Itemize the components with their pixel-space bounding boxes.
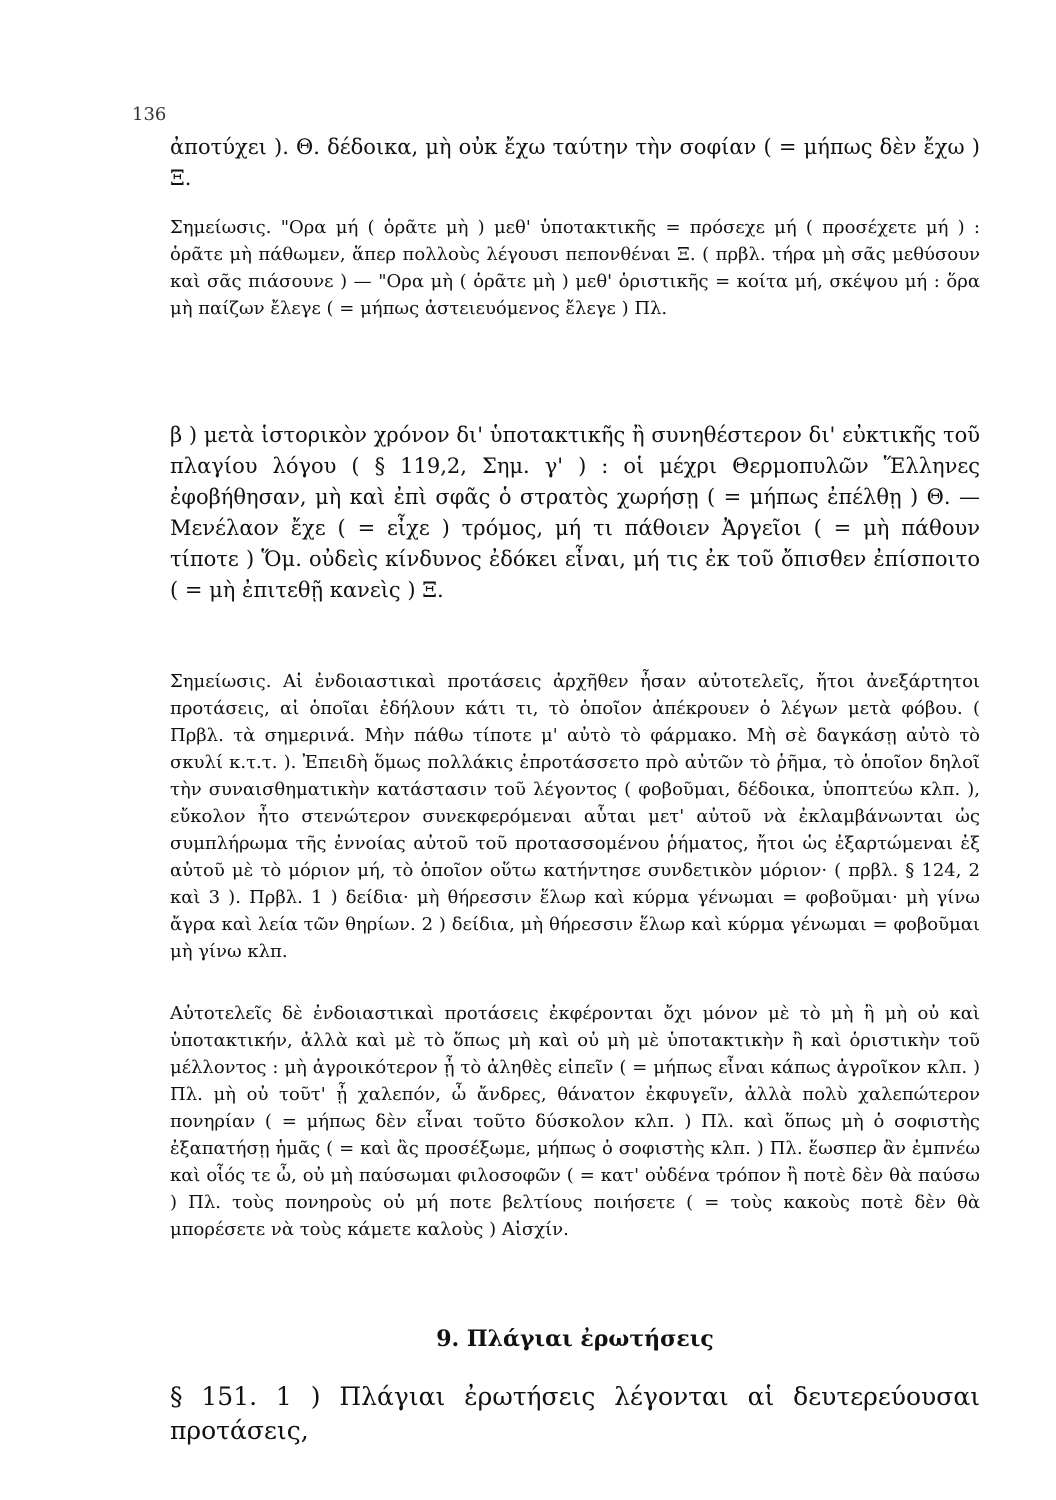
page-number: 136 bbox=[132, 104, 167, 125]
paragraph-2-note: Σημείωσις. "Ορα μή ( ὁρᾶτε μὴ ) μεθ' ὑποτακτικῆς = πρόσεχε μή ( προσέχετε μή ) : ὁρᾶτε μὴ πάθωμεν, ἅπερ πολλοὺς λέγουσι πεπονθέναι Ξ. ( πρβλ. τήρα μὴ σᾶς μεθύσουν καὶ σᾶς πιάσουνε ) — "Ορα μὴ ( ὁρᾶτε μὴ ) μεθ' ὁριστικῆς = κοίτα μή, σκέψου μή : ὅρα μὴ παίζων ἔλεγε ( = μήπως ἀστειευόμενος ἔλεγε ) Πλ. bbox=[170, 217, 980, 319]
paragraph-3: β ) μετὰ ἱστορικὸν χρόνον δι' ὑποτακτικῆς ἢ συνηθέστερον δι' εὐκτικῆς τοῦ πλαγίου λόγου ( § 119,2, Σημ. γ' ) : οἱ μέχρι Θερμοπυλῶν Ἕλληνες ἐφοβήθησαν, μὴ καὶ ἐπὶ σφᾶς ὁ στρατὸς χωρήσῃ ( = μήπως ἐπέλθῃ ) Θ. — Μενέλαον ἔχε ( = εἶχε ) τρόμος, μή τι πάθοιεν Ἀργεῖοι ( = μὴ πάθουν τίποτε ) Ὅμ. οὐδεὶς κίνδυνος ἐδόκει εἶναι, μή τις ἐκ τοῦ ὄπισθεν ἐπίσποιτο ( = μὴ ἐπιτεθῇ κανεὶς ) Ξ. bbox=[170, 423, 980, 602]
section-heading: 9. Πλάγιαι ἐρωτήσεις bbox=[436, 1326, 714, 1352]
paragraph-6: § 151. 1 ) Πλάγιαι ἐρωτήσεις λέγονται αἱ δευτερεύουσαι προτάσεις, bbox=[170, 1382, 980, 1445]
paragraph-4-note: Σημείωσις. Αἱ ἐνδοιαστικαὶ προτάσεις ἀρχῆθεν ἦσαν αὐτοτελεῖς, ἤτοι ἀνεξάρτητοι προτάσεις, αἱ ὁποῖαι ἐδήλουν κάτι τι, τὸ ὁποῖον ἀπέκρουεν ὁ λέγων μετὰ φόβου. ( Πρβλ. τὰ σημερινά. Μὴν πάθω τίποτε μ' αὐτὸ τὸ φάρμακο. Μὴ σὲ δαγκάσῃ αὐτὸ τὸ σκυλί κ.τ.τ. ). Ἐπειδὴ ὅμως πολλάκις ἐπροτάσσετο πρὸ αὐτῶν τὸ ῥῆμα, τὸ ὁποῖον δηλοῖ τὴν συναισθηματικὴν κατάστασιν τοῦ λέγοντος ( φοβοῦμαι, δέδοικα, ὑποπτεύω κλπ. ), εὔκολον ἦτο στενώτερον συνεκφερόμεναι αὗται μετ' αὐτοῦ νὰ ἐκλαμβάνωνται ὡς συμπλήρωμα τῆς ἐννοίας αὐτοῦ τοῦ προτασσομένου ῥήματος, ἤτοι ὡς ἐξαρτώμεναι ἐξ αὐτοῦ μὲ τὸ μόριον μή, τὸ ὁποῖον οὕτω κατήντησε συνδετικὸν μόριον· ( πρβλ. § 124, 2 καὶ 3 ). Πρβλ. 1 ) δείδια· μὴ θήρεσσιν ἕλωρ καὶ κύρμα γένωμαι = φοβοῦμαι· μὴ γίνω ἄγρα καὶ λεία τῶν θηρίων. 2 ) δείδια, μὴ θήρεσσιν ἕλωρ καὶ κύρμα γένωμαι = φοβοῦμαι μὴ γίνω κλπ. bbox=[170, 671, 980, 962]
paragraph-5: Αὐτοτελεῖς δὲ ἐνδοιαστικαὶ προτάσεις ἐκφέρονται ὄχι μόνον μὲ τὸ μὴ ἢ μὴ οὐ καὶ ὑποτακτικήν, ἀλλὰ καὶ μὲ τὸ ὅπως μὴ καὶ οὐ μὴ μὲ ὑποτακτικὴν ἢ καὶ ὁριστικὴν τοῦ μέλλοντος : μὴ ἀγροικότερον ᾖ τὸ ἀληθὲς εἰπεῖν ( = μήπως εἶναι κάπως ἀγροῖκον κλπ. ) Πλ. μὴ οὐ τοῦτ' ᾖ χαλεπόν, ὦ ἄνδρες, θάνατον ἐκφυγεῖν, ἀλλὰ πολὺ χαλεπώτερον πονηρίαν ( = μήπως δὲν εἶναι τοῦτο δύσκολον κλπ. ) Πλ. καὶ ὅπως μὴ ὁ σοφιστὴς ἐξαπατήσῃ ἡμᾶς ( = καὶ ἂς προσέξωμε, μήπως ὁ σοφιστὴς κλπ. ) Πλ. ἕωσπερ ἂν ἐμπνέω καὶ οἷός τε ὦ, οὐ μὴ παύσωμαι φιλοσοφῶν ( = κατ' οὐδένα τρόπον ἢ ποτὲ δὲν θὰ παύσω ) Πλ. τοὺς πονηροὺς οὐ μή ποτε βελτίους ποιήσετε ( = τοὺς κακοὺς ποτὲ δὲν θὰ μπορέσετε νὰ τοὺς κάμετε καλοὺς ) Αἰσχίν. bbox=[170, 1003, 980, 1240]
paragraph-1: ἀποτύχει ). Θ. δέδοικα, μὴ οὐκ ἔχω ταύτην τὴν σοφίαν ( = μήπως δὲν ἔχω ) Ξ. bbox=[170, 135, 980, 190]
